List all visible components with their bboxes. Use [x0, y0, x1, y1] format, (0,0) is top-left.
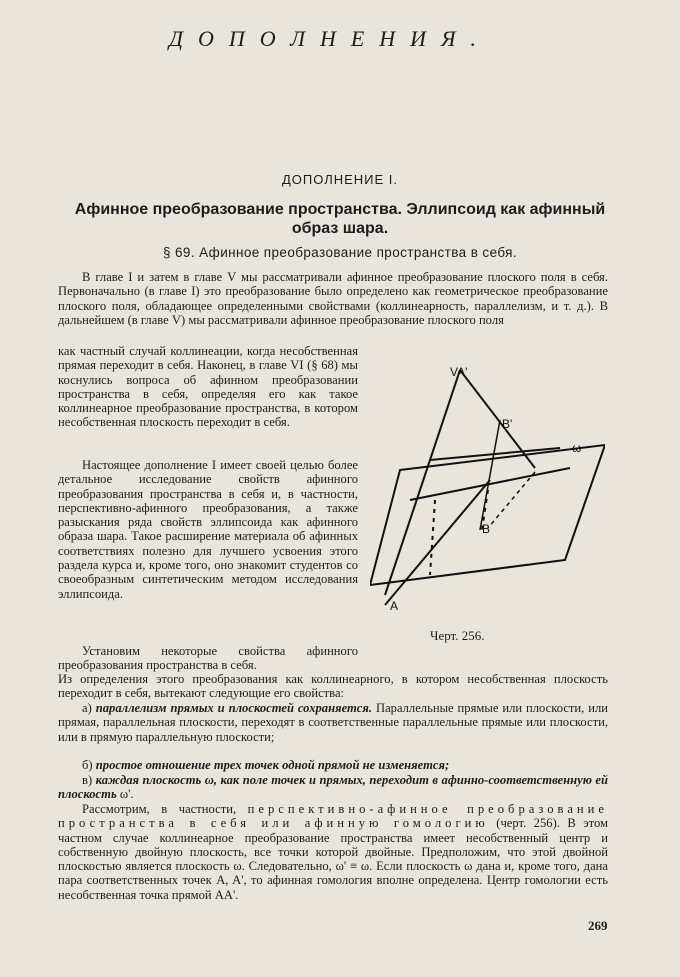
property-a-text: Параллельные прямые или плоскости, или прямая, параллельная плоскости, переходят в соответственные параллельные прямые или плоскости, или в прямую параллельную плоскости;: [58, 701, 609, 744]
figure-caption: Черт. 256.: [430, 628, 485, 643]
line-dashed-1: [430, 500, 435, 575]
property-c-italic: каждая плоскость ω, как поле точек и прямых, переходит в афинно-соответственную ей плоскость: [58, 773, 608, 802]
label-a: A: [390, 599, 399, 613]
plane-omega: [370, 445, 605, 585]
paragraph-4-rest: (черт. 256). В этом частном случае коллинеарное преобразование пространства имеет несобственный центр и собственную двойную плоскость, все точки которой двойные. Предположим, что этой двойной плоскостью является плоскость ω. Следовательно, ω' ≡ ω. Если плоскость ω дана и, кроме того, дана пара соответственных точек A, A', то афинная гомология вполне определена. Центр гомологии есть несобственная точка прямой AA'.: [58, 816, 608, 902]
paragraph-3-rest-text: Из определения этого преобразования как коллинеарного, в котором несобственная плоскость переходит в себя, вытекают следующие его свойства:: [58, 672, 608, 701]
paragraph-1-cont-text: как частный случай коллинеации, когда несобственная прямая переходит в себя. Наконец, в главе VI (§ 68) мы коснулись вопроса об афинном преобразовании пространства в себя, определяя его как такое коллинеарное преобразование пространства, в котором несобственная плоскость переходит в себя.: [58, 344, 358, 430]
label-a-prime-v: VA': [450, 365, 468, 379]
paragraph-3-start-text: Установим некоторые свойства афинного преобразования пространства в себя.: [58, 644, 358, 673]
paragraph-1-continued: [58, 344, 358, 430]
page-number: 269: [588, 918, 608, 933]
paragraph-1: [58, 270, 608, 327]
property-c-label: в): [82, 773, 93, 787]
section-title: § 69. Афинное преобразование пространства в себя.: [162, 245, 518, 260]
label-b-prime: B': [502, 417, 513, 431]
paragraph-4: [58, 802, 608, 902]
property-c: [58, 773, 608, 802]
label-b: B: [482, 522, 491, 536]
label-omega: ω: [572, 441, 582, 455]
appendix-title: Афинное преобразование пространства. Эллипсоид как афинный образ шара.: [74, 201, 606, 237]
property-a-label: а): [82, 701, 92, 715]
paragraph-1-text: В главе I и затем в главе V мы рассматривали афинное преобразование плоского поля в себя. Первоначально (в главе I) это преобразование было определено как геометрическое преобразование плоского поля, обладающее определенными свойствами (коллинеарность, параллелизм, и т. д.). В дальнейшем (в главе V) мы рассматривали афинное преобразование плоского поля: [58, 270, 608, 327]
property-b-label: б): [82, 758, 93, 772]
line-b-prime-b: [480, 420, 500, 530]
paragraph-3-start: [58, 644, 358, 673]
property-b: [58, 758, 608, 772]
line-a-prime-a: [385, 480, 490, 605]
paragraph-3-rest: [58, 672, 608, 701]
property-c-end: ω'.: [119, 787, 134, 802]
paragraph-4-spaced: перспективно-афинное преобразование пространства в себя или афинную гомологию: [58, 802, 608, 831]
property-a: [58, 701, 608, 744]
paragraph-2-text: Настоящее дополнение I имеет своей целью более детальное исследование свойств афинного преобразования пространства в себя и, в частности, перспективно-афинного преобразования, а также разыскания ряда свойств эллипсоида как афинного образа шара. Такое расширение материала об афинных соответствиях полезно для лучшего усвоения этого раздела курса и, кроме того, оно знакомит студентов со своеобразным синтетическим методом исследования эллипсоида.: [58, 458, 358, 601]
appendix-label: ДОПОЛНЕНИЕ I.: [281, 172, 399, 187]
running-head: ДОПОЛНЕНИЯ.: [168, 26, 492, 51]
paragraph-2: [58, 458, 358, 601]
property-b-italic: простое отношение трех точек одной прямой не изменяется;: [95, 758, 450, 772]
paragraph-4-start: Рассмотрим, в частности,: [82, 802, 237, 816]
property-a-italic: параллелизм прямых и плоскостей сохраняется.: [95, 701, 373, 715]
figure-256: [370, 360, 605, 650]
